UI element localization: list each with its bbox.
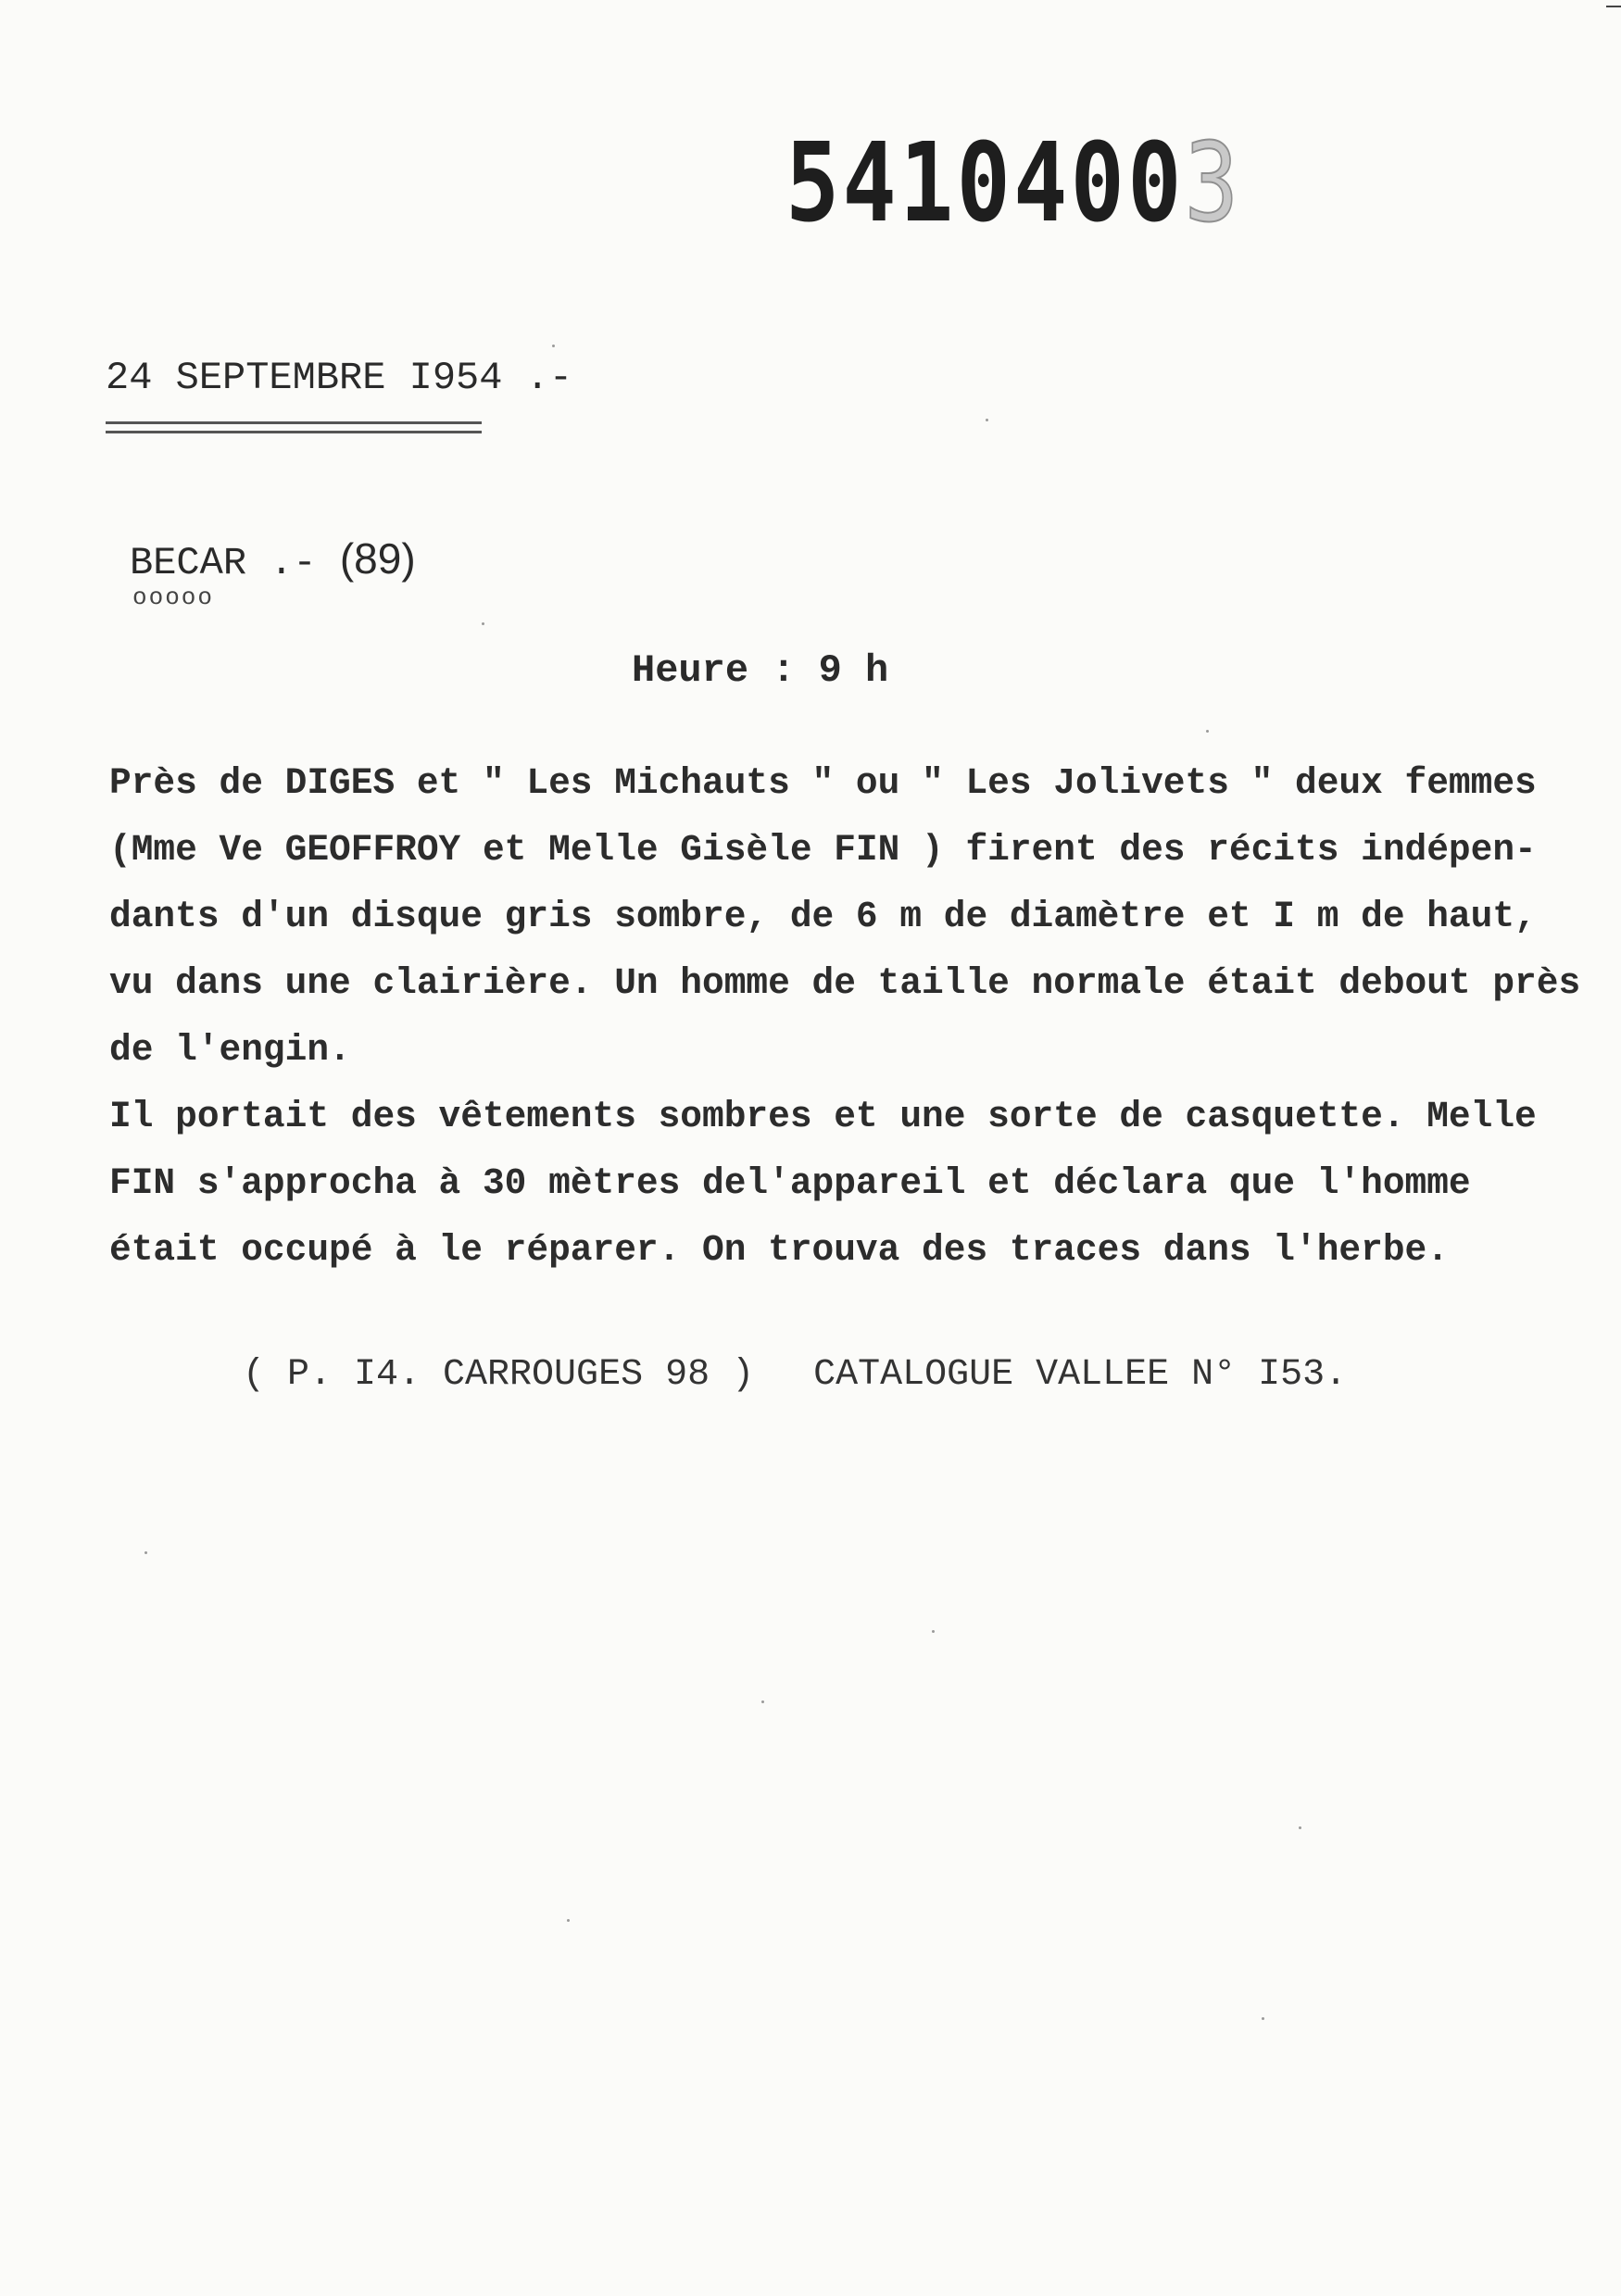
stamp-last-digit: 3 [1184,119,1242,246]
scan-speck [1299,1826,1301,1829]
body-line: de l'engin. [109,1029,351,1071]
body-line: dants d'un disque gris sombre, de 6 m de diamètre et I m de haut, [109,896,1537,937]
scan-speck [482,622,484,625]
place-dots: ooooo [132,583,215,611]
body-line: était occupé à le réparer. On trouva des traces dans l'herbe. [109,1229,1449,1271]
stamp-digits: 5410400 [785,119,1185,246]
place-name: BECAR .- [130,541,317,585]
scan-speck [1206,730,1209,733]
body-line: Près de DIGES et " Les Michauts " ou " Les Jolivets " deux femmes [109,762,1537,804]
scan-speck [932,1630,935,1633]
report-date: 24 SEPTEMBRE I954 .- [106,356,573,400]
reference-line [243,1354,1347,1396]
department-number: (89) [339,534,416,583]
document-stamp-number [785,119,1241,246]
date-underline [106,421,482,433]
body-line: (Mme Ve GEOFFROY et Melle Gisèle FIN ) firent des récits indépen- [109,829,1537,871]
time-label: Heure : 9 h [632,648,889,693]
scan-speck [567,1919,570,1922]
body-line: Il portait des vêtements sombres et une sorte de casquette. Melle [109,1096,1537,1137]
page-edge-mark [1606,6,1621,7]
scan-speck [986,419,988,421]
reference-catalogue: CATALOGUE VALLEE N° I53. [813,1354,1348,1396]
scan-speck [1262,2017,1264,2020]
scan-speck [761,1700,764,1703]
scan-speck [145,1551,147,1554]
body-line: vu dans une clairière. Un homme de taille normale était debout près [109,962,1581,1004]
place-heading [130,533,416,585]
scan-speck [552,345,555,347]
report-body [109,750,1591,1284]
body-line: FIN s'approcha à 30 mètres del'appareil et déclara que l'homme [109,1162,1471,1204]
reference-source: ( P. I4. CARROUGES 98 ) [243,1354,755,1396]
